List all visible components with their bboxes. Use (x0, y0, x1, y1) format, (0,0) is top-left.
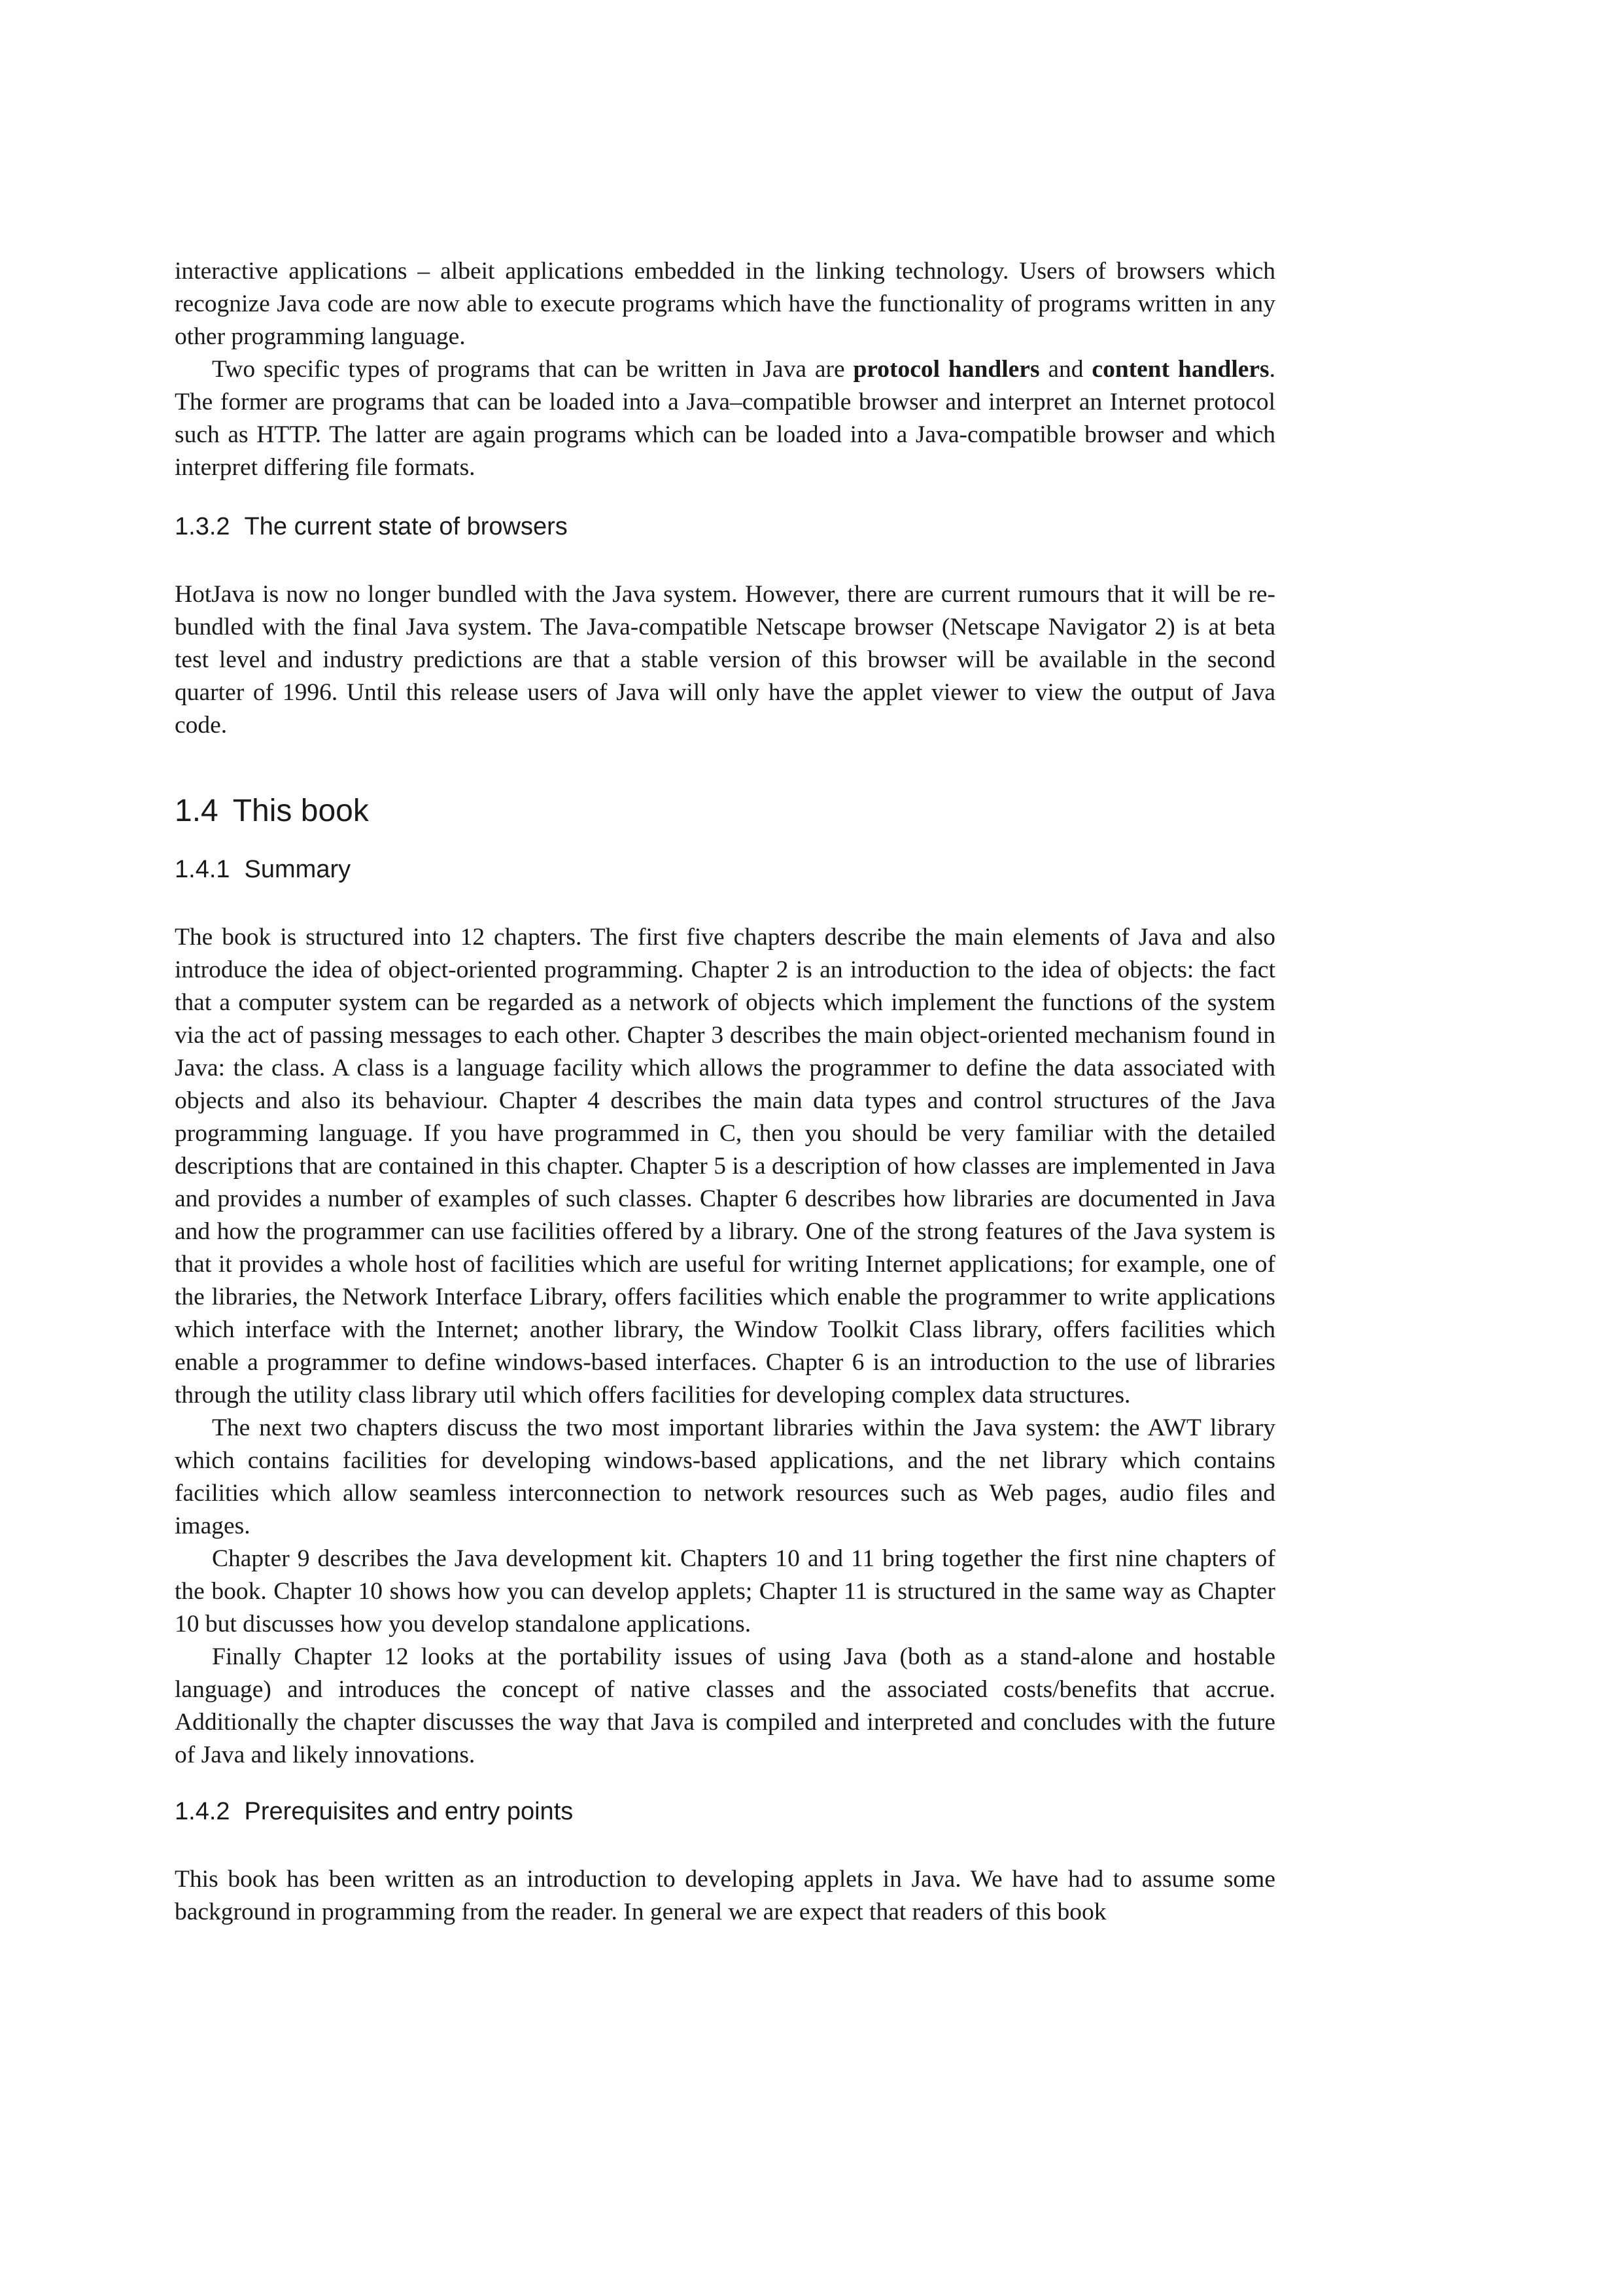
page-content (175, 255, 1275, 1929)
summary-paragraph-1: The book is structured into 12 chapters. The first five chapters describe the main elements of Java and also introduce the idea of object-oriented programming. Chapter 2 is an introduction to the idea of objects: the fact that a computer system can be regarded as a network of objects which implement the functions of the system via the act of passing messages to each other. Chapter 3 describes the main object-oriented mechanism found in Java: the class. A class is a language facility which allows the programmer to define the data associated with objects and also its behaviour. Chapter 4 describes the main data types and control structures of the Java programming language. If you have programmed in C, then you should be very familiar with the detailed descriptions that are contained in this chapter. Chapter 5 is a description of how classes are implemented in Java and provides a number of examples of such classes. Chapter 6 describes how libraries are documented in Java and how the programmer can use facilities offered by a library. One of the strong features of the Java system is that it provides a whole host of facilities which are useful for writing Internet applications; for example, one of the libraries, the Network Interface Library, offers facilities which enable the programmer to write applications which interface with the Internet; another library, the Window Toolkit Class library, offers facilities which enable a programmer to define windows-based interfaces. Chapter 6 is an introduction to the use of libraries through the utility class library util which offers facilities for developing complex data structures. (175, 924, 1275, 1409)
heading-1-4 (175, 792, 1275, 831)
summary-paragraph-2: The next two chapters discuss the two most important libraries within the Java system: the AWT library which contains facilities for developing windows-based applications, and the net library which contains facilities which allow seamless interconnection to network resources such as Web pages, audio files and images. (175, 1414, 1275, 1539)
term-protocol-handlers: protocol handlers (853, 356, 1040, 383)
intro-paragraph-2-end: . The former are programs that can be loaded into a Java–compatible browser and interpret an Internet protocol such as HTTP. The latter are again programs which can be loaded into a Java-compatible browser and which interpret differing file formats. (175, 356, 1275, 481)
heading-1-3-2-title: The current state of browsers (244, 513, 568, 540)
intro-paragraph-2 (175, 353, 1275, 484)
browsers-paragraph: HotJava is now no longer bundled with the Java system. However, there are current rumours that it will be re-bundled with the final Java system. The Java-compatible Netscape browser (Netscape Navigator 2) is at beta test level and industry predictions are that a stable version of this browser will be available in the second quarter of 1996. Until this release users of Java will only have the applet viewer to view the output of Java code. (175, 581, 1275, 739)
heading-1-4-title: This book (232, 794, 369, 828)
heading-1-4-2-number: 1.4.2 (175, 1798, 230, 1825)
prerequisites-paragraph: This book has been written as an introduction to developing applets in Java. We have had to assume some background in programming from the reader. In general we are expect that readers of this book (175, 1866, 1275, 1925)
intro-paragraph-2-and: and (1039, 356, 1092, 383)
heading-1-4-number: 1.4 (175, 794, 218, 828)
summary-paragraph-4: Finally Chapter 12 looks at the portability issues of using Java (both as a stand-alone and hostable language) and introduces the concept of native classes and the associated costs/benefits that accrue. Additionally the chapter discusses the way that Java is compiled and interpreted and concludes with the future of Java and likely innovations. (175, 1643, 1275, 1768)
heading-1-4-1-title: Summary (244, 856, 351, 883)
summary-paragraph-3: Chapter 9 describes the Java development kit. Chapters 10 and 11 bring together the first nine chapters of the book. Chapter 10 shows how you can develop applets; Chapter 11 is structured in the same way as Chapter 10 but discusses how you develop standalone applications. (175, 1545, 1275, 1638)
heading-1-4-1 (175, 853, 1275, 886)
heading-1-3-2 (175, 510, 1275, 543)
heading-1-3-2-number: 1.3.2 (175, 513, 230, 540)
term-content-handlers: content handlers (1092, 356, 1270, 383)
intro-paragraph-1: interactive applications – albeit applications embedded in the linking technology. Users of browsers which recognize Java code are now able to execute programs which have the functionality of programs written in any other programming language. (175, 258, 1275, 350)
heading-1-4-2-title: Prerequisites and entry points (244, 1798, 574, 1825)
heading-1-4-2 (175, 1795, 1275, 1828)
heading-1-4-1-number: 1.4.1 (175, 856, 230, 883)
intro-paragraph-2-start: Two specific types of programs that can be written in Java are (212, 356, 854, 383)
